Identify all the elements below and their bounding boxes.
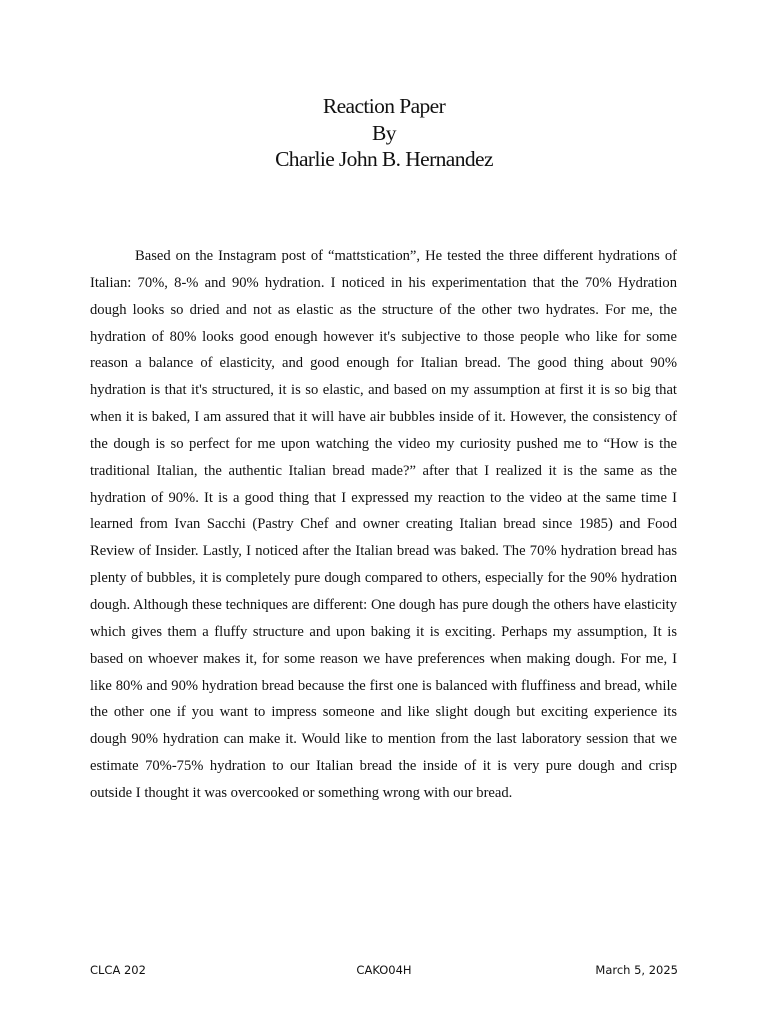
footer-section-code: CAKO04H: [356, 963, 412, 977]
paper-title: Reaction Paper: [322, 94, 446, 118]
page-footer: [90, 961, 678, 979]
author-name: Charlie John B. Hernandez: [275, 147, 493, 171]
body-paragraph: Based on the Instagram post of “mattstication”, He tested the three different hydrations of Italian: 70%, 8-% and 90% hydration. I noticed in his experimentation that the 70% Hydration dough looks so dried and not as elastic as the structure of the other two hydrates. For me, the hydration of 80% looks good enough however it's subjective to those people who like for some reason a balance of elasticity, and good enough for Italian bread. The good thing about 90% hydration is that it's structured, it is so elastic, and based on my assumption at first it is so big that when it is baked, I am assured that it will have air bubbles inside of it. However, the consistency of the dough is so perfect for me upon watching the video my curiosity pushed me to “How is the traditional Italian, the authentic Italian bread made?” after that I realized it is the same as the hydration of 90%. It is a good thing that I expressed my reaction to the video at the same time I learned from Ivan Sacchi (Pastry Chef and owner creating Italian bread since 1985) and Food Review of Insider. Lastly, I noticed after the Italian bread was baked. The 70% hydration bread has plenty of bubbles, it is completely pure dough compared to others, especially for the 90% hydration dough. Although these techniques are different: One dough has pure dough the others have elasticity which gives them a fluffy structure and upon baking it is exciting. Perhaps my assumption, It is based on whoever makes it, for some reason we have preferences when making dough. For me, I like 80% and 90% hydration bread because the first one is balanced with fluffiness and bread, while the other one if you want to impress someone and like slight dough but exciting experience its dough 90% hydration can make it. Would like to mention from the last laboratory session that we estimate 70%-75% hydration to our Italian bread the inside of it is very pure dough and crisp outside I thought it was overcooked or something wrong with our bread.: [90, 248, 677, 801]
byline-label: By: [372, 120, 396, 145]
footer-date: March 5, 2025: [595, 963, 678, 977]
title-block: [0, 93, 768, 173]
footer-course-code: CLCA 202: [90, 963, 146, 977]
